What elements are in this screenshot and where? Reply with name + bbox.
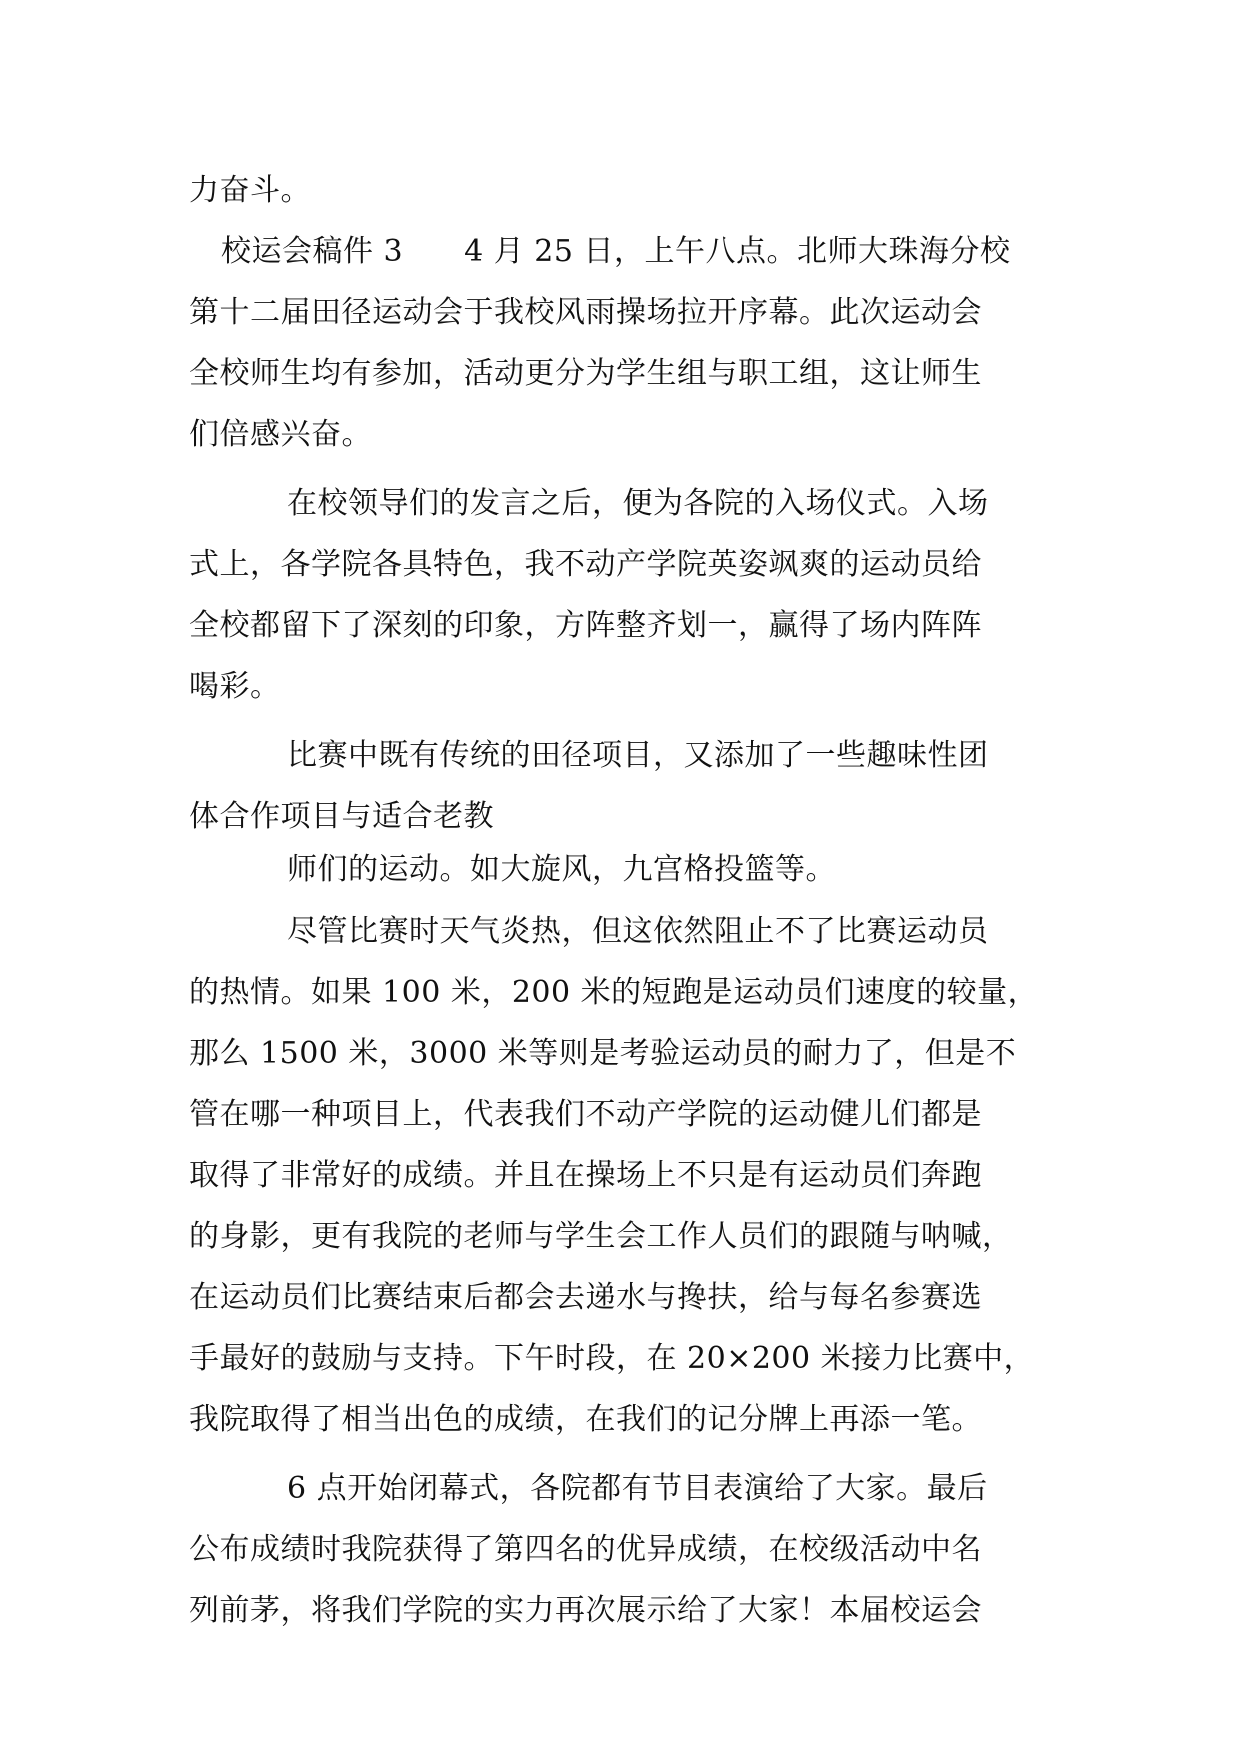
text-line: 手最好的鼓励与支持。下午时段，在 20×200 米接力比赛中， <box>189 1341 1035 1376</box>
text-line: 管在哪一种项目上，代表我们不动产学院的运动健儿们都是 <box>189 1097 982 1132</box>
text-line: 力奋斗。 <box>189 173 311 208</box>
text-line: 全校都留下了深刻的印象，方阵整齐划一，赢得了场内阵阵 <box>189 608 982 643</box>
text-line: 公布成绩时我院获得了第四名的优异成绩，在校级活动中名 <box>189 1532 982 1567</box>
text-line: 全校师生均有参加，活动更分为学生组与职工组，这让师生 <box>189 356 982 391</box>
text-line: 式上，各学院各具特色，我不动产学院英姿飒爽的运动员给 <box>189 547 982 582</box>
text-line: 第十二届田径运动会于我校风雨操场拉开序幕。此次运动会 <box>189 295 982 330</box>
text-line: 我院取得了相当出色的成绩，在我们的记分牌上再添一笔。 <box>189 1402 982 1437</box>
text-line: 体合作项目与适合老教 <box>189 799 494 834</box>
text-line: 的身影，更有我院的老师与学生会工作人员们的跟随与呐喊， <box>189 1219 1013 1254</box>
text-line: 列前茅，将我们学院的实力再次展示给了大家！本届校运会 <box>189 1593 982 1628</box>
body-text <box>189 160 1059 1641</box>
text-line: 那么 1500 米，3000 米等则是考验运动员的耐力了，但是不 <box>189 1036 1017 1071</box>
text-line: 师们的运动。如大旋风，九宫格投篮等。 <box>287 852 836 887</box>
text-line: 校运会稿件 3 4 月 25 日，上午八点。北师大珠海分校 <box>221 234 1011 269</box>
text-line: 比赛中既有传统的田径项目，又添加了一些趣味性团 <box>287 738 989 773</box>
text-line: 在校领导们的发言之后，便为各院的入场仪式。入场 <box>287 486 989 521</box>
text-line: 在运动员们比赛结束后都会去递水与搀扶，给与每名参赛选 <box>189 1280 982 1315</box>
text-line: 尽管比赛时天气炎热，但这依然阻止不了比赛运动员 <box>287 914 989 949</box>
text-line: 取得了非常好的成绩。并且在操场上不只是有运动员们奔跑 <box>189 1158 982 1193</box>
text-line: 们倍感兴奋。 <box>189 417 372 452</box>
text-line: 6 点开始闭幕式，各院都有节目表演给了大家。最后 <box>287 1471 988 1506</box>
text-line: 喝彩。 <box>189 669 281 704</box>
text-line: 的热情。如果 100 米，200 米的短跑是运动员们速度的较量， <box>189 975 1039 1010</box>
